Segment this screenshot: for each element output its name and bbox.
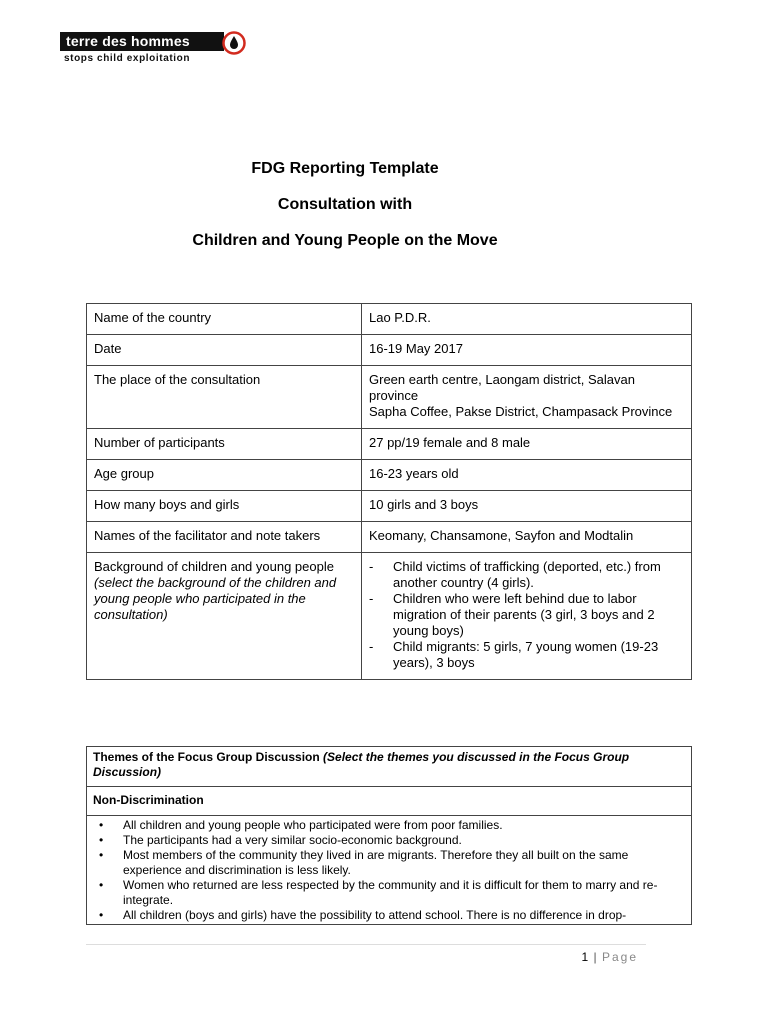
row-label: Name of the country [87,304,362,335]
table-row [87,335,692,366]
row-label: The place of the consultation [87,366,362,429]
place-line-1: Green earth centre, Laongam district, Salavan province [369,372,635,403]
list-item: • Women who returned are less respected by the community and it is difficult for them to marry and re-integrate. [123,878,685,908]
title-line-2: Consultation with [277,196,413,213]
footer-divider [86,944,646,945]
table-row [87,460,692,491]
row-label: Names of the facilitator and note takers [87,522,362,553]
background-list [369,559,684,671]
row-label [87,553,362,680]
row-label: Number of participants [87,429,362,460]
row-label: Date [87,335,362,366]
row-value: 16-23 years old [362,460,692,491]
row-label: Age group [87,460,362,491]
list-item: - Child migrants: 5 girls, 7 young women (19-23 years), 3 boys [385,639,684,671]
table-row [87,429,692,460]
row-label: How many boys and girls [87,491,362,522]
list-item: - Child victims of trafficking (deported, etc.) from another country (4 girls). [385,559,684,591]
title-line-3: Children and Young People on the Move [192,232,498,249]
logo [60,32,250,68]
background-label: Background of children and young people [94,559,334,574]
list-item: • All children and young people who participated were from poor families. [123,818,685,833]
section-title: Non-Discrimination [87,787,691,816]
page-footer [581,950,638,964]
table-row [87,522,692,553]
list-item: - Children who were left behind due to labor migration of their parents (3 girl, 3 boys and 2 young boys) [385,591,684,639]
themes-list [93,818,685,923]
row-value [362,553,692,680]
table-row [87,491,692,522]
themes-header-note: (Select the themes you discussed in the Focus Group Discussion) [93,750,630,779]
section-body [87,816,691,924]
row-value: Keomany, Chansamone, Sayfon and Modtalin [362,522,692,553]
list-item: • Most members of the community they lived in are migrants. Therefore they all built on the same experience and discrimination is less likely. [123,848,685,878]
list-item: • All children (boys and girls) have the possibility to attend school. There is no difference in drop- [123,908,685,923]
row-value [362,366,692,429]
themes-header-text: Themes of the Focus Group Discussion [93,750,320,764]
table-row [87,366,692,429]
title-line-1: FDG Reporting Template [251,160,439,177]
logo-tagline: stops child exploitation [64,53,191,64]
page-number: 1 [581,950,590,964]
footer-separator: | [593,950,598,964]
document-title [0,155,690,263]
page-label: Page [601,950,638,964]
place-line-2: Sapha Coffee, Pakse District, Champasack Province [369,404,673,419]
row-value: 27 pp/19 female and 8 male [362,429,692,460]
logo-name: terre des hommes [60,32,224,51]
row-value: 16-19 May 2017 [362,335,692,366]
row-value: Lao P.D.R. [362,304,692,335]
background-label-note: (select the background of the children and young people who participated in the consultation) [94,575,337,622]
themes-table [86,746,692,925]
table-row [87,553,692,680]
drop-icon [222,31,246,55]
list-item: • The participants had a very similar socio-economic background. [123,833,685,848]
table-row [87,304,692,335]
row-value: 10 girls and 3 boys [362,491,692,522]
info-table [86,303,692,680]
themes-header [87,747,691,787]
